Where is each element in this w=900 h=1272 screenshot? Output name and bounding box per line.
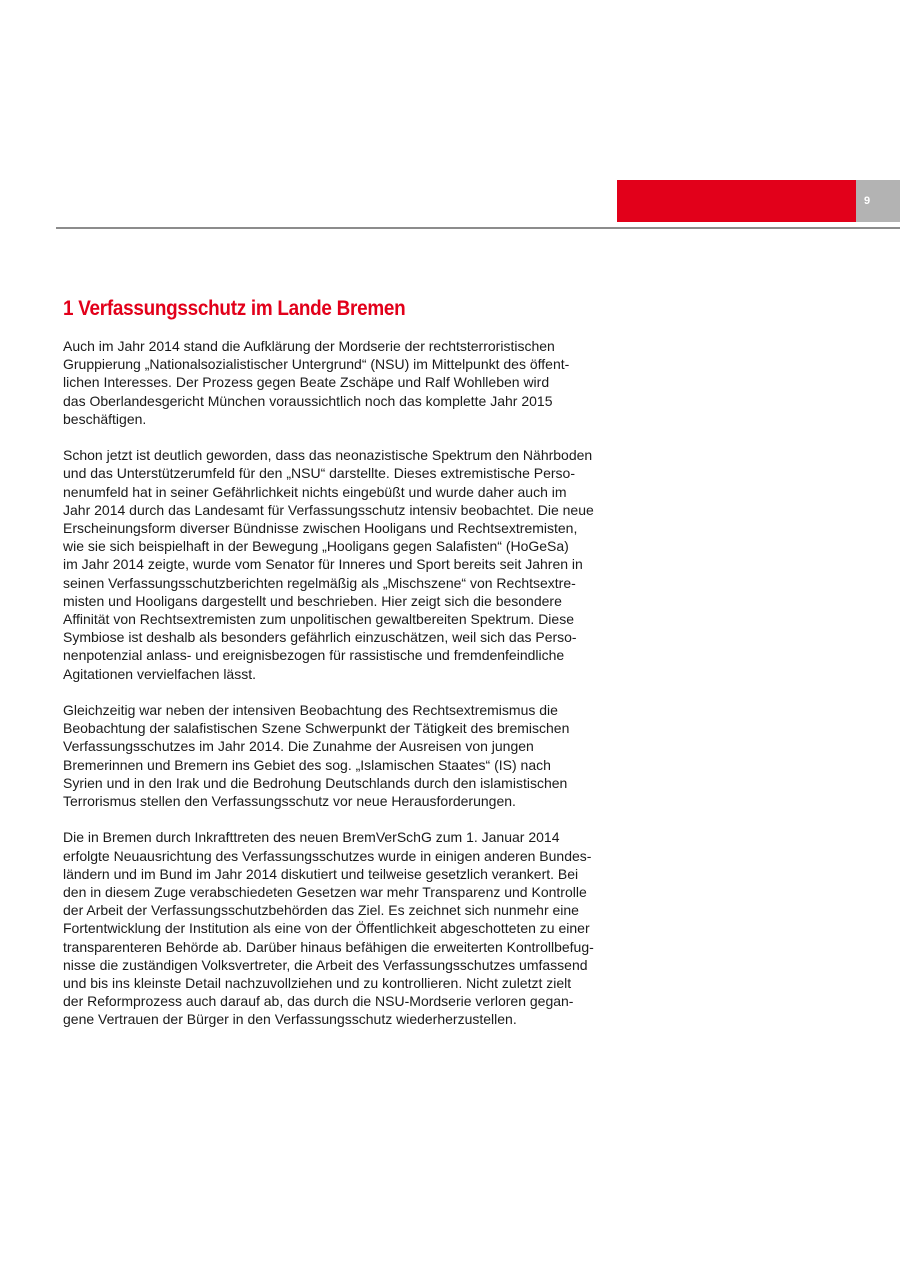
text-line: Auch im Jahr 2014 stand die Aufklärung der Mordserie der rechtsterroristischen — [63, 338, 555, 354]
text-line: nenumfeld hat in seiner Gefährlichkeit nichts eingebüßt und wurde daher auch im — [63, 483, 567, 500]
text-line: der Arbeit der Verfassungsschutzbehörden das Ziel. Es zeichnet sich nunmehr eine — [63, 902, 579, 919]
document-body — [63, 295, 623, 1047]
text-line: erfolgte Neuausrichtung des Verfassungsschutzes wurde in einigen anderen Bundes- — [63, 847, 592, 864]
text-line: Beobachtung der salafistischen Szene Schwerpunkt der Tätigkeit des bremischen — [63, 720, 570, 737]
header-divider — [56, 227, 900, 229]
text-line: lichen Interesses. Der Prozess gegen Beate Zschäpe und Ralf Wohlleben wird — [63, 374, 550, 391]
text-line: Affinität von Rechtsextremisten zum unpolitischen gewaltbereiten Spektrum. Diese — [63, 611, 574, 628]
text-line: Jahr 2014 durch das Landesamt für Verfassungsschutz intensiv beobachtet. Die neue — [63, 501, 594, 518]
text-line: Die in Bremen durch Inkrafttreten des neuen BremVerSchG zum 1. Januar 2014 — [63, 829, 560, 846]
text-line: Gleichzeitig war neben der intensiven Beobachtung des Rechtsextremismus die — [63, 702, 558, 719]
text-line: Terrorismus stellen den Verfassungsschutz vor neue Herausforderungen. — [63, 793, 516, 810]
text-line: den in diesem Zuge verabschiedeten Gesetzen war mehr Transparenz und Kontrolle — [63, 884, 587, 901]
text-line: Verfassungsschutzes im Jahr 2014. Die Zunahme der Ausreisen von jungen — [63, 738, 534, 755]
text-line: Bremerinnen und Bremern ins Gebiet des sog. „Islamischen Staates“ (IS) nach — [63, 756, 551, 773]
text-line: Agitationen vervielfachen lässt. — [63, 665, 256, 682]
text-line: seinen Verfassungsschutzberichten regelmäßig als „Mischszene“ von Rechtsextre- — [63, 574, 576, 591]
text-line: beschäftigen. — [63, 410, 147, 427]
paragraph-list — [63, 337, 623, 1029]
text-line: nisse die zuständigen Volksvertreter, die Arbeit des Verfassungsschutzes umfassend — [63, 956, 588, 973]
text-line: Symbiose ist deshalb als besonders gefährlich einzuschätzen, weil sich das Perso- — [63, 629, 577, 646]
text-line: und das Unterstützerumfeld für den „NSU“ darstellte. Dieses extremistische Perso- — [63, 465, 575, 482]
page-number: 9 — [863, 195, 871, 207]
body-paragraph-2 — [63, 446, 623, 683]
text-line: Schon jetzt ist deutlich geworden, dass das neonazistische Spektrum den Nährboden — [63, 447, 593, 464]
page-title: 1 Verfassungsschutz im Lande Bremen — [63, 297, 406, 320]
text-line: ländern und im Bund im Jahr 2014 diskutiert und teilweise gesetzlich verankert. Bei — [63, 865, 579, 882]
text-line: Fortentwicklung der Institution als eine von der Öffentlichkeit abgeschotteten zu einer — [63, 920, 590, 937]
text-line: das Oberlandesgericht München voraussichtlich noch das komplette Jahr 2015 — [63, 392, 553, 409]
text-line: Gruppierung „Nationalsozialistischer Untergrund“ (NSU) im Mittelpunkt des öffent- — [63, 356, 570, 373]
text-line: und bis ins kleinste Detail nachzuvollziehen und zu kontrollieren. Nicht zuletzt zielt — [63, 975, 572, 992]
text-line: Syrien und in den Irak und die Bedrohung Deutschlands durch den islamistischen — [63, 774, 568, 791]
text-line: transparenteren Behörde ab. Darüber hinaus befähigen die erweiterten Kontrollbefug- — [63, 938, 594, 955]
text-line: nenpotenzial anlass- und ereignisbezogen für rassistische und fremdenfeindliche — [63, 647, 565, 664]
header-accent-bar — [617, 180, 856, 222]
body-paragraph-4 — [63, 828, 623, 1028]
text-line: Erscheinungsform diverser Bündnisse zwischen Hooligans und Rechtsextremisten, — [63, 520, 578, 537]
text-line: im Jahr 2014 zeigte, wurde vom Senator für Inneres und Sport bereits seit Jahren in — [63, 556, 583, 573]
text-line: gene Vertrauen der Bürger in den Verfassungsschutz wiederherzustellen. — [63, 1011, 517, 1028]
body-paragraph-1 — [63, 337, 623, 428]
text-line: wie sie sich beispielhaft in der Bewegung „Hooligans gegen Salafisten“ (HoGeSa) — [63, 538, 569, 555]
body-paragraph-3 — [63, 701, 623, 810]
text-line: der Reformprozess auch darauf ab, das durch die NSU-Mordserie verloren gegan- — [63, 993, 574, 1010]
text-line: misten und Hooligans dargestellt und beschrieben. Hier zeigt sich die besondere — [63, 592, 562, 609]
